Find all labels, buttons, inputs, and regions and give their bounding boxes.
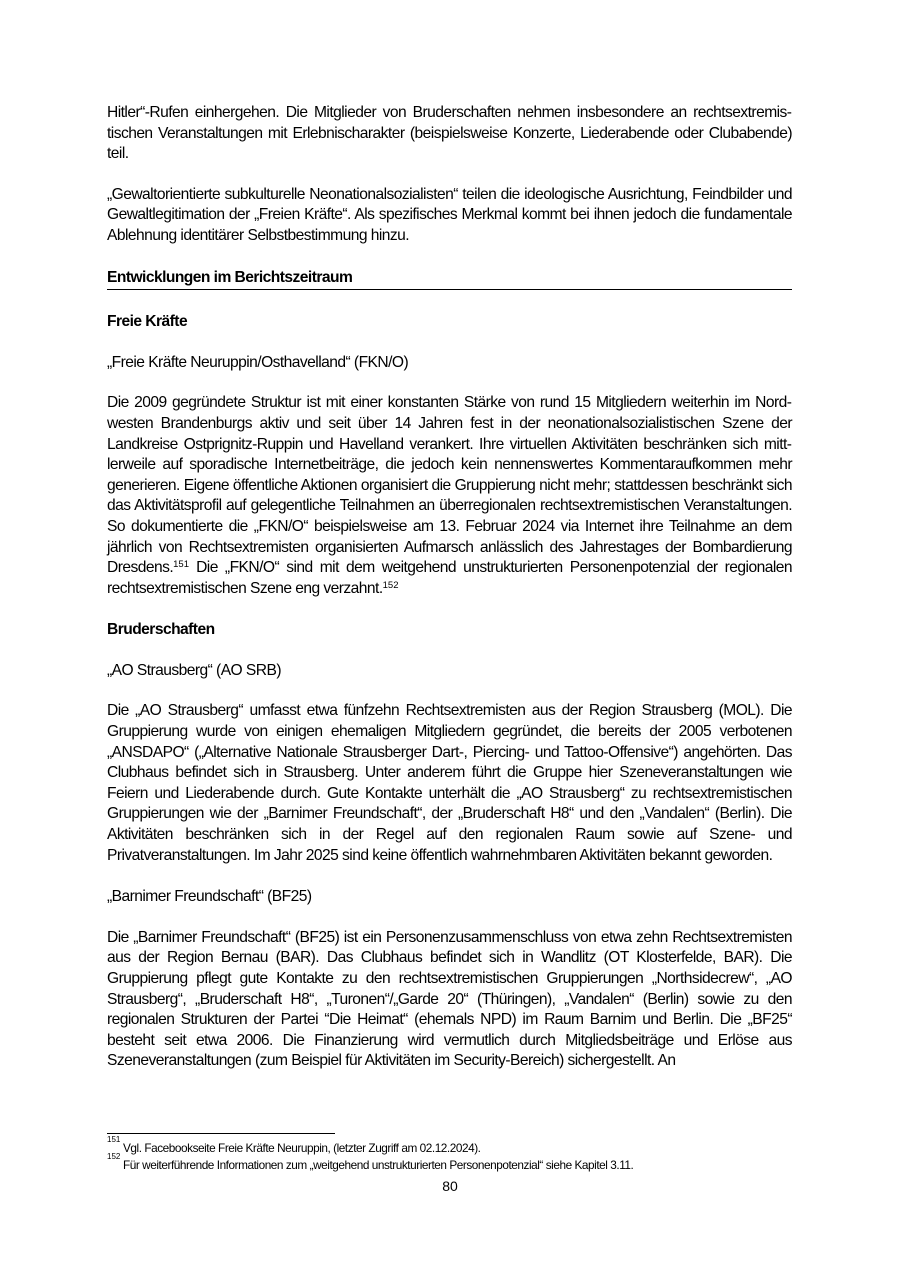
group-title-ao-strausberg: „AO Strausberg“ (AO SRB) [107,661,281,679]
section-heading: Entwicklungen im Berichtszeitraum [107,268,792,291]
footnote-ref-151[interactable]: 151 [173,559,189,571]
paragraph-fkno [107,393,792,599]
footnote-separator [107,1133,335,1134]
page-number: 80 [442,1178,458,1194]
paragraph-fkno-text-a: Die 2009 gegründete Struktur ist mit einer konstanten Stärke von rund 15 Mitgliedern weiterhin im Nordwesten Brandenburgs aktiv und seit über 14 Jahren fest in der neonationalsozialistischen Szene der Landkreise Ostprignitz-Ruppin und Havelland verankert. Ihre virtuellen Aktivitäten beschränken sich mittlerweile auf sporadische Internetbeiträge, die jedoch kein nennenswertes Kommentaraufkommen mehr generieren. Eigene öffentliche Aktionen organisiert die Gruppierung nicht mehr; stattdessen beschränkt sich das Aktivitätsprofil auf gelegentliche Teilnahmen an überregionalen rechtsextremistischen Veranstaltungen. So dokumentierte die „FKN/O“ beispielsweise am 13. Februar 2024 via Internet ihre Teilnahme an dem jährlich von Rechtsextremisten organisierten Aufmarsch anlässlich des Jahrestages der Bombardierung Dresdens. [107,394,792,577]
paragraph-ao-strausberg: Die „AO Strausberg“ umfasst etwa fünfzehn Rechtsextremisten aus der Region Strausberg (MOL). Die Gruppierung wurde von einigen ehemaligen Mitgliedern gegründet, die bereits der 2005 verbotenen „ANSDAPO“ („Alternative Nationale Strausberger Dart-, Piercing- und Tattoo-Offensive“) angehörten. Das Clubhaus befindet sich in Strausberg. Unter anderem führt die Gruppe hier Szeneveranstaltungen wie Feiern und Liederabende durch. Gute Kontakte unterhält die „AO Strausberg“ zu rechtsextremistischen Gruppierungen wie der „Barnimer Freundschaft“, der „Bruderschaft H8“ und den „Vandalen“ (Berlin). Die Aktivitäten beschränken sich in der Regel auf den regionalen Raum sowie auf Szene- und Privatveranstaltungen. Im Jahr 2025 sind keine öffentlich wahrnehmbaren Aktivitäten bekannt geworden. [107,702,792,864]
footnote-ref-152[interactable]: 152 [382,579,399,591]
footnote-text: Vgl. Facebookseite Freie Kräfte Neuruppin, (letzter Zugriff am 02.12.2024). [123,1141,481,1155]
footnote-151 [107,1135,792,1157]
document-page [107,103,792,1072]
paragraph-barnimer-freundschaft: Die „Barnimer Freundschaft“ (BF25) ist ein Personenzusammenschluss von etwa zehn Rechtsextremisten aus der Region Bernau (BAR). Das Clubhaus befindet sich in Wandlitz (OT Klosterfelde, BAR). Die Gruppierung pflegt gute Kontakte zu den rechtsextremistischen Gruppierungen „Northsidecrew“, „AO Strausberg“, „Bruderschaft H8“, „Turonen“/„Garde 20“ (Thüringen), „Vandalen“ (Berlin) sowie zu den regionalen Strukturen der Partei “Die Heimat“ (ehemals NPD) im Raum Barnim und Berlin. Die „BF25“ besteht seit etwa 2006. Die Finanzierung wird vermutlich durch Mitgliedsbeiträge und Erlöse aus Szeneveranstaltungen (zum Beispiel für Aktivitäten im Security-Bereich) sichergestellt. An [107,928,792,1070]
group-title-fkno: „Freie Kräfte Neuruppin/Osthavelland“ (FKN/O) [107,353,409,371]
subheading-bruderschaften: Bruderschaften [107,621,215,639]
footnote-number: 152 [107,1151,121,1161]
subheading-freie-kraefte: Freie Kräfte [107,313,188,331]
group-title-barnimer-freundschaft: „Barnimer Freundschaft“ (BF25) [107,888,312,906]
footnotes [107,1135,792,1173]
intro-paragraph-2: „Gewaltorientierte subkulturelle Neonationalsozialisten“ teilen die ideologische Ausrichtung, Feindbilder und Gewaltlegitimation der „Freien Kräfte“. Als spezifisches Merkmal kommt bei ihnen jedoch die fundamentale Ablehnung identitärer Selbstbestimmung hinzu. [107,185,792,244]
intro-paragraph-1: Hitler“-Rufen einhergehen. Die Mitglieder von Bruderschaften nehmen insbesondere an rechtsextremistischen Veranstaltungen mit Erlebnischarakter (beispielsweise Konzerte, Liederabende oder Clubabende) teil. [107,104,792,163]
paragraph-fkno-text-b: Die „FKN/O“ sind mit dem weitgehend unstrukturierten Personenpotenzial der regionalen rechtsextremistischen Szene eng verzahnt. [107,559,792,597]
footnote-text: Für weiterführende Informationen zum „weitgehend unstrukturierten Personenpotenzial“ siehe Kapitel 3.11. [123,1157,634,1172]
footnote-152 [107,1151,792,1174]
footnote-number: 151 [107,1135,121,1144]
